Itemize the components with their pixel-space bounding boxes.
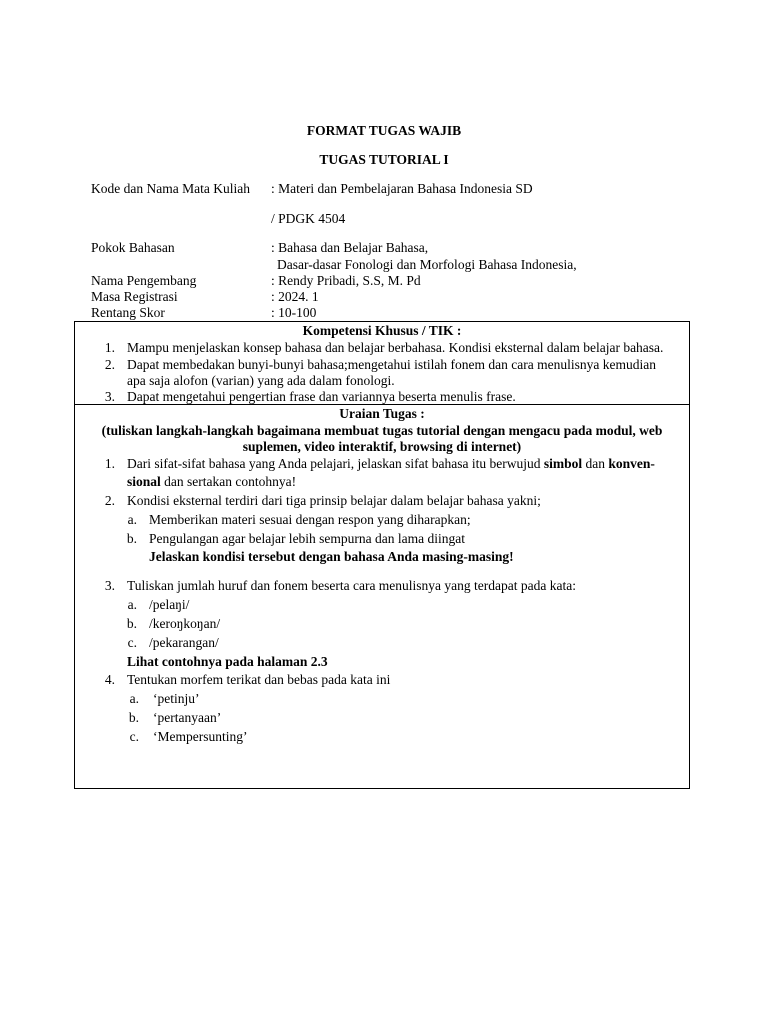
question-1-text-cont: sional dan sertakan contohnya! — [127, 474, 297, 489]
option-label: c. — [127, 635, 137, 650]
option-text: ‘petinju’ — [153, 691, 200, 706]
option-text: Pengulangan agar belajar lebih sempurna dan lama diingat — [149, 531, 466, 546]
kompetensi-item: Dapat membedakan bunyi-bunyi bahasa;mengetahui istilah fonem dan cara menulisnya kemudian — [127, 357, 656, 372]
question-3-text: Tuliskan jumlah huruf dan fonem beserta cara menulisnya yang terdapat pada kata: — [127, 578, 576, 593]
uraian-heading: Uraian Tugas : — [339, 406, 425, 421]
option-text: /pekarangan/ — [149, 635, 219, 650]
pokok-value-2: Dasar-dasar Fonologi dan Morfologi Bahasa Indonesia, — [277, 257, 577, 272]
pengembang-value: : Rendy Pribadi, S.S, M. Pd — [271, 273, 421, 288]
kode-value-code: / PDGK 4504 — [271, 211, 346, 226]
kode-label: Kode dan Nama Mata Kuliah — [91, 181, 250, 196]
question-number: 3. — [104, 578, 115, 593]
kompetensi-heading: Kompetensi Khusus / TIK : — [302, 323, 462, 338]
question-1-text: Dari sifat-sifat bahasa yang Anda pelajari, jelaskan sifat bahasa itu berwujud simbol dan konven- — [127, 456, 655, 471]
kompetensi-item: Mampu menjelaskan konsep bahasa dan belajar berbahasa. Kondisi eksternal dalam belajar bahasa. — [127, 340, 664, 355]
kompetensi-box — [74, 321, 690, 405]
pokok-label: Pokok Bahasan — [91, 240, 175, 255]
rentang-value: : 10-100 — [271, 305, 317, 320]
question-number: 1. — [104, 456, 115, 471]
option-text: ‘Mempersunting’ — [153, 729, 248, 744]
question-4-text: Tentukan morfem terikat dan bebas pada kata ini — [127, 672, 391, 687]
document-title: FORMAT TUGAS WAJIB — [306, 123, 462, 138]
option-label: a. — [129, 691, 139, 706]
kompetensi-item-cont: apa saja alofon (varian) yang ada dalam fonologi. — [127, 373, 395, 388]
option-text: /pelaŋi/ — [149, 597, 190, 612]
kompetensi-item-number: 3. — [104, 389, 115, 404]
option-label: c. — [129, 729, 139, 744]
option-label: b. — [126, 531, 137, 546]
uraian-instructions-1: (tuliskan langkah-langkah bagaimana membuat tugas tutorial dengan mengacu pada modul, web — [101, 423, 663, 438]
kompetensi-item-number: 2. — [104, 357, 115, 372]
pokok-value-1: : Bahasa dan Belajar Bahasa, — [271, 240, 429, 255]
rentang-label: Rentang Skor — [91, 305, 165, 320]
question-number: 4. — [104, 672, 115, 687]
option-label: a. — [127, 597, 137, 612]
kode-value: : Materi dan Pembelajaran Bahasa Indonesia SD — [271, 181, 533, 196]
option-label: b. — [126, 616, 137, 631]
kompetensi-item: Dapat mengetahui pengertian frase dan variannya beserta menulis frase. — [127, 389, 516, 404]
option-label: b. — [128, 710, 139, 725]
pengembang-label: Nama Pengembang — [91, 273, 197, 288]
uraian-instructions-2: suplemen, video interaktif, browsing di internet) — [242, 439, 522, 454]
masa-label: Masa Registrasi — [91, 289, 178, 304]
uraian-box — [74, 404, 690, 789]
option-text: /keroŋkoŋan/ — [149, 616, 221, 631]
option-label: a. — [127, 512, 137, 527]
question-number: 2. — [104, 493, 115, 508]
question-2-instruction: Jelaskan kondisi tersebut dengan bahasa Anda masing-masing! — [149, 549, 514, 564]
document-subtitle: TUGAS TUTORIAL I — [319, 152, 449, 167]
option-text: ‘pertanyaan’ — [153, 710, 222, 725]
question-2-text: Kondisi eksternal terdiri dari tiga prinsip belajar dalam belajar bahasa yakni; — [127, 493, 541, 508]
kompetensi-item-number: 1. — [104, 340, 115, 355]
question-3-note: Lihat contohnya pada halaman 2.3 — [127, 654, 328, 669]
option-text: Memberikan materi sesuai dengan respon yang diharapkan; — [149, 512, 471, 527]
masa-value: : 2024. 1 — [271, 289, 319, 304]
